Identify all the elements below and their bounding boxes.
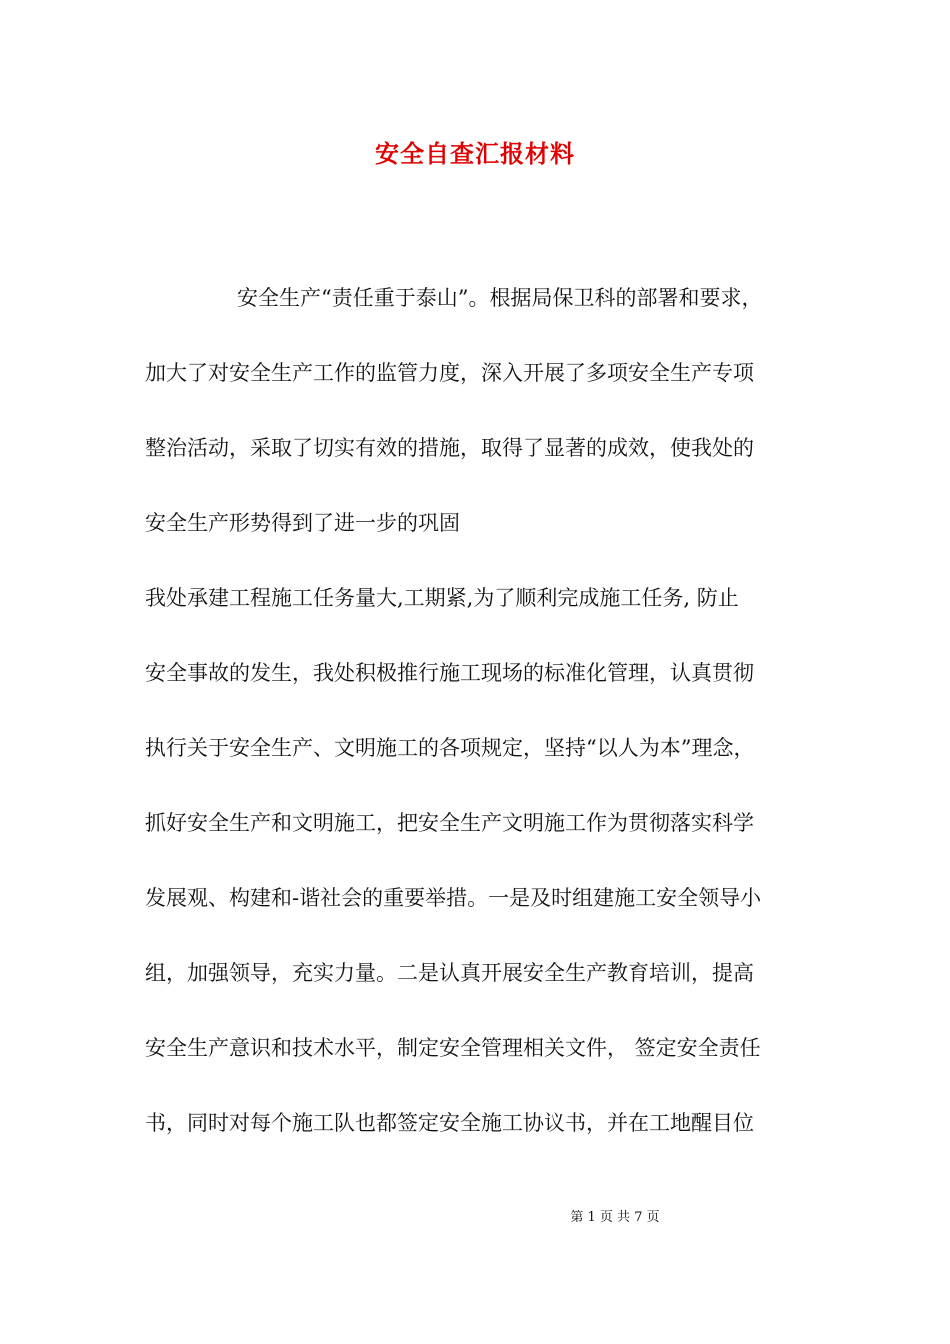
body-line: 加大了对安全生产工作的监管力度，深入开展了多项安全生产专项 — [145, 361, 754, 385]
body-line: 安全生产“责任重于泰山”。根据局保卫科的部署和要求， — [237, 286, 763, 310]
body-line: 我处承建工程施工任务量大,工期紧,为了顺利完成施工任务, 防止 — [145, 586, 739, 610]
body-line: 书，同时对每个施工队也都签定安全施工协议书，并在工地醒目位 — [145, 1111, 754, 1135]
body-line: 发展观、构建和-谐社会的重要举措。一是及时组建施工安全领导小 — [145, 886, 762, 910]
body-line: 安全事故的发生，我处积极推行施工现场的标准化管理，认真贯彻 — [145, 661, 754, 685]
body-line: 执行关于安全生产、文明施工的各项规定，坚持“以人为本”理念， — [145, 736, 755, 760]
page-number-footer: 第 1 页 共 7 页 — [570, 1210, 660, 1225]
document-title: 安全自查汇报材料 — [375, 139, 575, 168]
body-line: 安全生产形势得到了进一步的巩固 — [145, 511, 460, 535]
body-line: 组，加强领导，充实力量。二是认真开展安全生产教育培训，提高 — [145, 961, 754, 985]
body-line: 抓好安全生产和文明施工，把安全生产文明施工作为贯彻落实科学 — [145, 811, 754, 835]
body-line: 安全生产意识和技术水平，制定安全管理相关文件， 签定安全责任 — [145, 1036, 761, 1060]
body-line: 整治活动，采取了切实有效的措施，取得了显著的成效，使我处的 — [145, 436, 754, 460]
document-body — [145, 280, 815, 1180]
